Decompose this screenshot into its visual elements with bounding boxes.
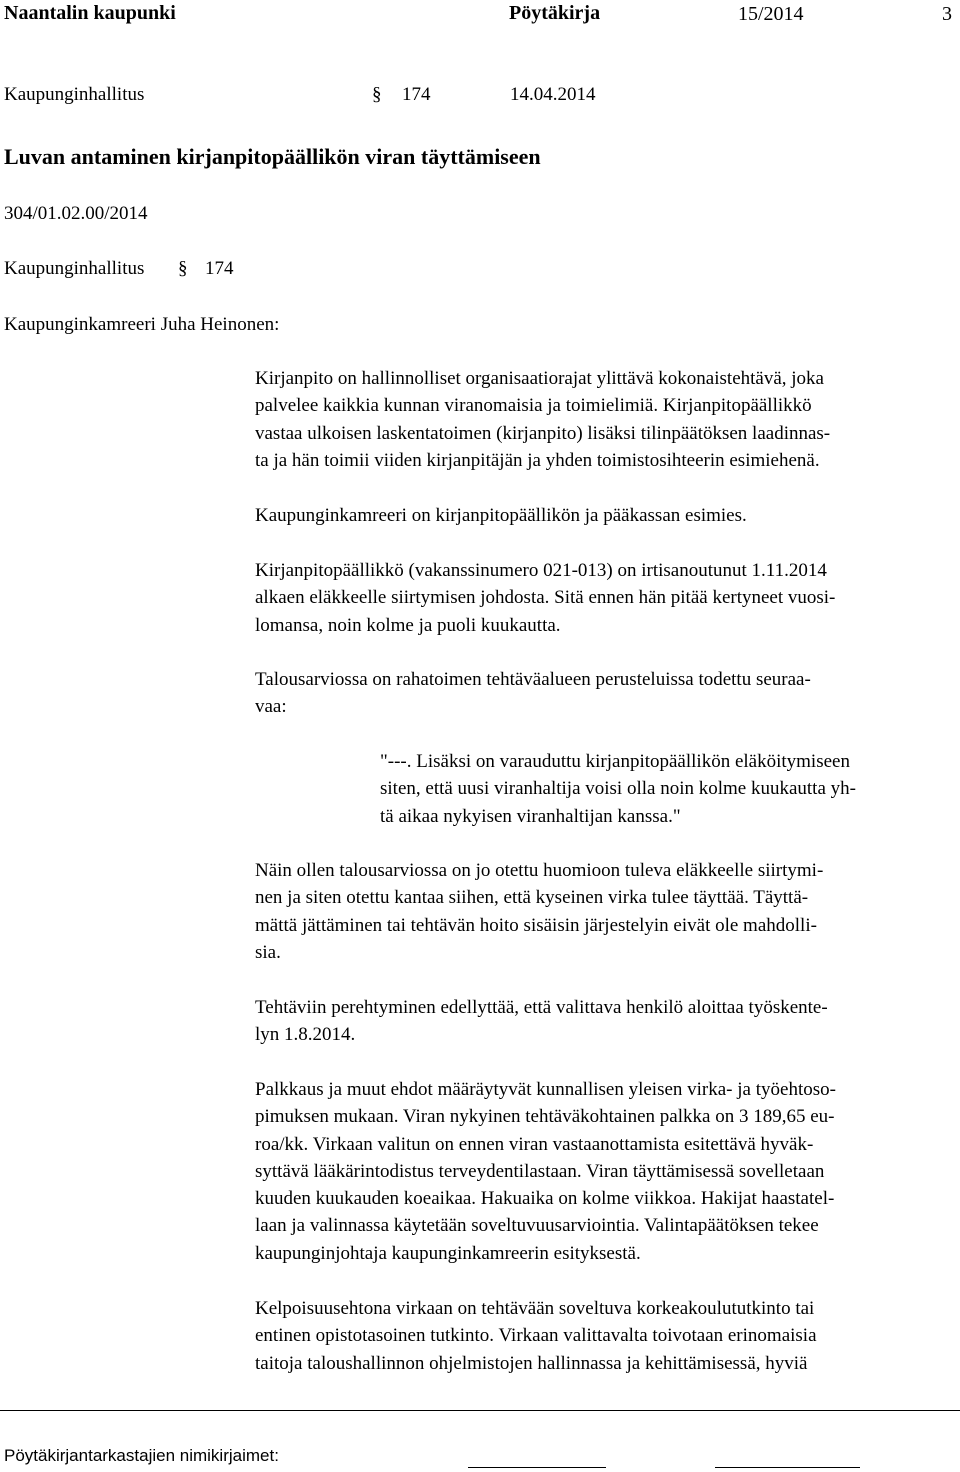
text-line: alkaen eläkkeelle siirtymisen johdosta. Sitä ennen hän pitää kertyneet vuosi- <box>255 587 836 609</box>
paragraph-6 <box>255 994 955 1049</box>
text-line: syttävä lääkärintodistus terveydentilastaan. Viran täyttämisessä sovelletaan <box>255 1160 825 1182</box>
text-line: Kaupunginkamreeri on kirjanpitopäällikön ja pääkassan esimies. <box>255 505 747 526</box>
paragraph-1 <box>255 365 955 474</box>
section-number: 174 <box>402 84 431 105</box>
text-line: "---. Lisäksi on varauduttu kirjanpitopäällikön eläköitymiseen <box>380 751 850 772</box>
text-line: lomansa, noin kolme ja puoli kuukautta. <box>255 614 561 636</box>
text-line: vastaa ulkoisen laskentatoimen (kirjanpito) lisäksi tilinpäätöksen laadinnas- <box>255 422 831 444</box>
presenter: Kaupunginkamreeri Juha Heinonen: <box>4 314 280 335</box>
text-line: mättä jättäminen tai tehtävän hoito sisäisin järjestelyin eivät ole mahdolli- <box>255 914 817 936</box>
meeting-body: Kaupunginhallitus <box>4 84 145 105</box>
prev-section-number: 174 <box>205 258 234 279</box>
text-line: Tehtäviin perehtyminen edellyttää, että valittava henkilö aloittaa työskente- <box>255 997 828 1018</box>
section-sign: § <box>372 84 382 105</box>
signature-line-1[interactable] <box>468 1467 606 1468</box>
meeting-date: 14.04.2014 <box>510 84 596 105</box>
text-line: kuuden kuukauden koeaikaa. Hakuaika on kolme viikkoa. Hakijat haastatel- <box>255 1188 835 1210</box>
footer-divider <box>0 1410 960 1411</box>
text-line: lyn 1.8.2014. <box>255 1024 356 1046</box>
text-line: Kirjanpitopäällikkö (vakanssinumero 021-013) on irtisanoutunut 1.11.2014 <box>255 560 827 581</box>
paragraph-3 <box>255 557 955 639</box>
text-line: tä aikaa nykyisen viranhaltijan kanssa." <box>380 805 681 827</box>
text-line: taitoja taloushallinnon ohjelmistojen hallinnassa ja kehittämisessä, hyviä <box>255 1352 808 1374</box>
text-line: kaupunginjohtaja kaupunginkamreerin esityksestä. <box>255 1242 641 1264</box>
prev-section-sign: § <box>178 258 188 279</box>
document-type: Pöytäkirja <box>509 2 601 24</box>
text-line: palvelee kaikkia kunnan viranomaisia ja toimielimiä. Kirjanpitopäällikkö <box>255 395 812 417</box>
text-line: pimuksen mukaan. Viran nykyinen tehtäväkohtainen palkka on 3 189,65 eu- <box>255 1106 835 1128</box>
text-line: entinen opistotasoinen tutkinto. Virkaan valittavalta toivotaan erinomaisia <box>255 1325 817 1347</box>
signatures-label: Pöytäkirjantarkastajien nimikirjaimet: <box>4 1446 279 1465</box>
paragraph-8 <box>255 1295 955 1377</box>
text-line: Kelpoisuusehtona virkaan on tehtävään soveltuva korkeakoulututkinto tai <box>255 1298 815 1319</box>
text-line: laan ja valinnassa käytetään soveltuvuusarviointia. Valintapäätöksen tekee <box>255 1215 819 1237</box>
paragraph-5 <box>255 857 955 966</box>
city-name: Naantalin kaupunki <box>4 2 176 24</box>
text-line: nen ja siten otettu kantaa siihen, että kyseinen virka tulee täyttää. Täyttä- <box>255 887 809 909</box>
text-line: sia. <box>255 941 281 963</box>
paragraph-2 <box>255 502 955 529</box>
paragraph-4 <box>255 666 955 721</box>
text-line: Talousarviossa on rahatoimen tehtäväalueen perusteluissa todettu seuraa- <box>255 669 811 690</box>
item-title: Luvan antaminen kirjanpitopäällikön viran täyttämiseen <box>4 144 541 169</box>
text-line: Kirjanpito on hallinnolliset organisaatiorajat ylittävä kokonaistehtävä, joka <box>255 368 824 389</box>
document-number: 15/2014 <box>738 3 804 25</box>
text-line: Näin ollen talousarviossa on jo otettu huomioon tuleva eläkkeelle siirtymi- <box>255 860 824 881</box>
signature-line-2[interactable] <box>715 1467 860 1468</box>
text-line: ta ja hän toimii viiden kirjanpitäjän ja yhden toimistosihteerin esimiehenä. <box>255 449 820 471</box>
record-id: 304/01.02.00/2014 <box>4 203 148 224</box>
page-number: 3 <box>942 3 952 25</box>
paragraph-7 <box>255 1076 955 1267</box>
text-line: siten, että uusi viranhaltija voisi olla noin kolme kuukautta yh- <box>380 778 856 800</box>
text-line: vaa: <box>255 696 287 718</box>
prev-handling-body: Kaupunginhallitus <box>4 258 145 279</box>
text-line: Palkkaus ja muut ehdot määräytyvät kunnallisen yleisen virka- ja työehtoso- <box>255 1079 836 1100</box>
budget-quote <box>380 748 955 830</box>
text-line: roa/kk. Virkaan valitun on ennen viran vastaanottamista esitettävä hyväk- <box>255 1133 814 1155</box>
